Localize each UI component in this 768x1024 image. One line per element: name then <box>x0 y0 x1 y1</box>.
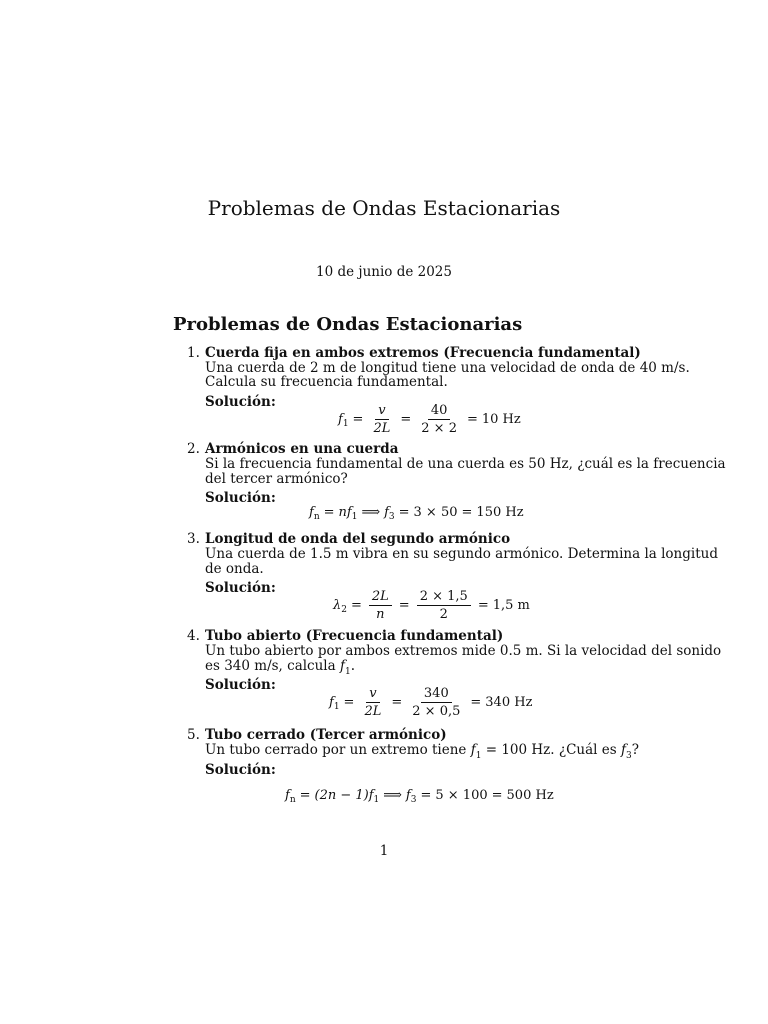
equals-sign: = <box>420 788 432 803</box>
formula-fraction <box>417 589 471 622</box>
document-title: Problemas de Ondas Estacionarias <box>207 196 561 220</box>
page-number: 1 <box>379 843 389 859</box>
formula-lhs: f <box>329 695 334 710</box>
formula-fraction <box>409 686 463 719</box>
fraction-numerator: 340 <box>421 686 452 703</box>
statement-text: es 340 m/s, calcula <box>205 658 340 674</box>
equals-sign: = <box>400 412 412 427</box>
formula-fraction <box>361 686 384 719</box>
equals-sign: = <box>461 505 473 520</box>
formula-calculation: 5 × 100 <box>435 788 488 803</box>
formula-lhs-subscript: n <box>313 511 320 522</box>
fraction-numerator: 40 <box>428 403 451 420</box>
implies-arrow: ⟹ <box>361 505 381 520</box>
formula-fraction <box>418 403 460 436</box>
equals-sign: = <box>350 598 362 613</box>
formula-rhs: (2n − 1)f <box>314 788 374 803</box>
formula-lhs: f <box>338 412 343 427</box>
fraction-numerator: v <box>375 403 388 420</box>
document-date: 10 de junio de 2025 <box>316 264 452 280</box>
problem-1-formula <box>338 403 521 436</box>
problem-4-title: Tubo abierto (Frecuencia fundamental) <box>205 628 504 644</box>
equals-sign: = <box>343 695 355 710</box>
implies-arrow: ⟹ <box>383 788 402 803</box>
formula-lhs-subscript: n <box>289 794 296 805</box>
fraction-denominator: 2 × 2 <box>421 421 457 436</box>
equals-sign: = <box>391 695 403 710</box>
problem-1-statement-line-2: Calcula su frecuencia fundamental. <box>205 374 448 390</box>
problem-4-statement-line-1: Un tubo abierto por ambos extremos mide 0.5 m. Si la velocidad del sonido <box>205 643 722 659</box>
problem-1-title: Cuerda fija en ambos extremos (Frecuencia fundamental) <box>205 345 641 361</box>
formula-result: 340 Hz <box>485 695 533 710</box>
statement-variable: f <box>621 742 626 758</box>
statement-text: . <box>350 658 355 674</box>
problem-3-number: 3. <box>187 531 200 547</box>
statement-text: Un tubo cerrado por un extremo tiene <box>205 742 471 758</box>
formula-rhs-subscript: 1 <box>351 511 358 522</box>
problem-4-number: 4. <box>187 628 200 644</box>
problem-3-title: Longitud de onda del segundo armónico <box>205 531 511 547</box>
formula-result: 500 Hz <box>506 788 554 803</box>
formula-result: 1,5 m <box>492 598 530 613</box>
problem-1-solution-label: Solución: <box>205 394 276 410</box>
fraction-denominator: n <box>376 607 385 622</box>
formula-f3: f <box>405 788 411 803</box>
problem-3-statement-line-2: de onda. <box>205 561 264 577</box>
formula-lhs: f <box>309 505 314 520</box>
problem-2-solution-label: Solución: <box>205 490 276 506</box>
formula-f3-subscript: 3 <box>410 794 417 805</box>
formula-result: 150 Hz <box>476 505 524 520</box>
statement-variable-subscript: 3 <box>626 751 632 761</box>
fraction-denominator: 2 × 0,5 <box>412 704 461 719</box>
formula-lhs-subscript: 2 <box>341 604 347 615</box>
problem-2-statement-line-1: Si la frecuencia fundamental de una cuerda es 50 Hz, ¿cuál es la frecuencia <box>205 456 726 472</box>
problem-3-formula <box>333 589 530 622</box>
problem-2-title: Armónicos en una cuerda <box>205 441 399 457</box>
problem-3-statement-line-1: Una cuerda de 1.5 m vibra en su segundo armónico. Determina la longitud <box>205 546 718 562</box>
formula-lhs-subscript: 1 <box>342 418 349 429</box>
equals-sign: = <box>466 412 478 427</box>
statement-text: ? <box>631 742 639 758</box>
problem-3-solution-label: Solución: <box>205 580 276 596</box>
formula-f3-subscript: 3 <box>388 511 395 522</box>
equals-sign: = <box>470 695 482 710</box>
formula-rhs-subscript: 1 <box>373 794 380 805</box>
equals-sign: = <box>398 598 410 613</box>
section-title: Problemas de Ondas Estacionarias <box>173 314 523 335</box>
problem-4-solution-label: Solución: <box>205 677 276 693</box>
problem-5-statement-line-1 <box>205 742 639 761</box>
statement-variable-subscript: 1 <box>344 667 351 677</box>
equals-sign: = <box>477 598 489 613</box>
problem-1-statement-line-1: Una cuerda de 2 m de longitud tiene una velocidad de onda de 40 m/s. <box>205 360 690 376</box>
formula-f3: f <box>384 505 389 520</box>
fraction-numerator: 2L <box>369 589 392 606</box>
equals-sign: = <box>398 505 410 520</box>
problem-4-formula <box>329 686 532 719</box>
problem-5-formula <box>285 788 554 803</box>
fraction-numerator: v <box>366 686 379 703</box>
problem-2-number: 2. <box>187 441 200 457</box>
fraction-denominator: 2L <box>364 704 382 719</box>
problem-5-solution-label: Solución: <box>205 762 276 778</box>
equals-sign: = <box>491 788 503 803</box>
statement-variable-subscript: 1 <box>475 751 482 761</box>
fraction-numerator: 2 × 1,5 <box>417 589 471 606</box>
statement-text: = 100 Hz. ¿Cuál es <box>481 742 621 758</box>
problem-5-number: 5. <box>187 727 200 743</box>
problem-2-statement-line-2: del tercer armónico? <box>205 471 348 487</box>
formula-fraction <box>369 589 392 622</box>
fraction-denominator: 2 <box>439 607 448 622</box>
problem-5-title: Tubo cerrado (Tercer armónico) <box>205 727 447 743</box>
problem-4-statement-line-2 <box>205 658 355 677</box>
fraction-denominator: 2L <box>373 421 391 436</box>
statement-variable: f <box>339 658 345 674</box>
problem-2-formula <box>309 505 524 520</box>
formula-calculation: 3 × 50 <box>413 505 458 520</box>
equals-sign: = <box>323 505 335 520</box>
equals-sign: = <box>299 788 311 803</box>
formula-rhs: nf <box>338 505 352 520</box>
formula-lhs: λ <box>333 598 342 613</box>
formula-lhs: f <box>285 788 290 803</box>
statement-variable: f <box>470 742 476 758</box>
equals-sign: = <box>352 412 364 427</box>
formula-lhs-subscript: 1 <box>333 701 340 712</box>
formula-result: 10 Hz <box>481 412 521 427</box>
formula-fraction <box>370 403 393 436</box>
problem-1-number: 1. <box>187 345 200 361</box>
